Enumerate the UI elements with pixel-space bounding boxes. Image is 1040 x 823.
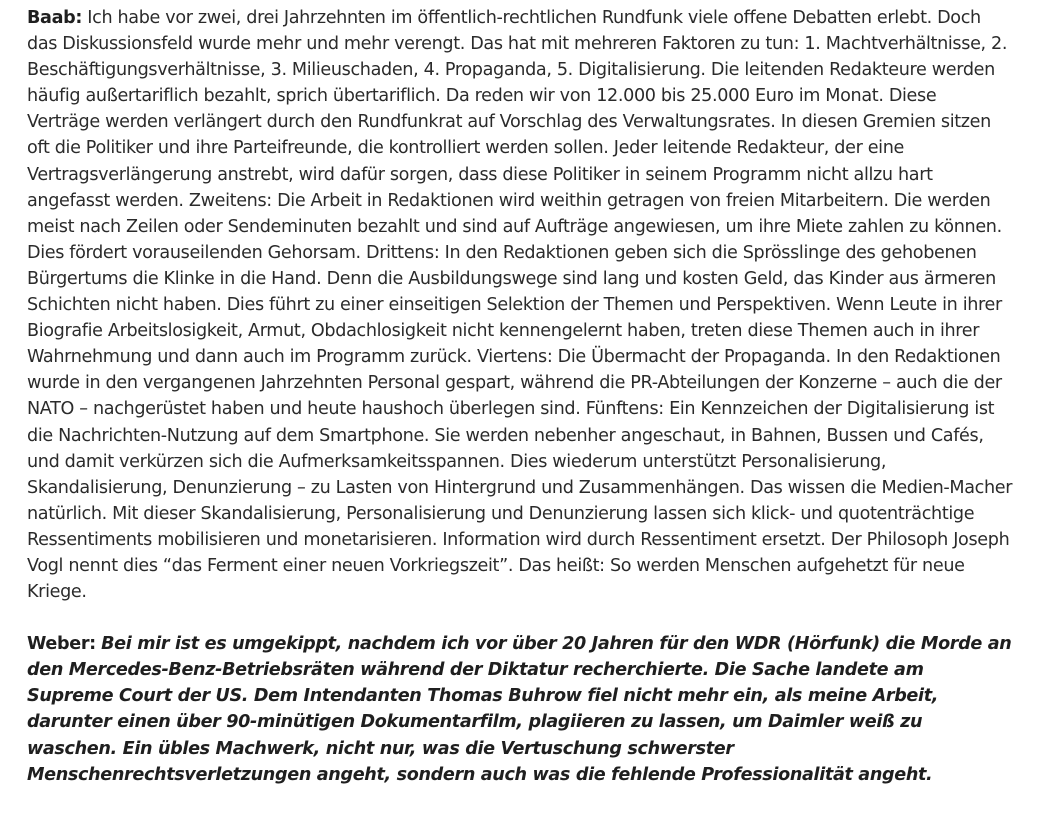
speaker-label: Weber: bbox=[27, 634, 96, 655]
paragraph-text: Bei mir ist es umgekippt, nachdem ich vor über 20 Jahren für den WDR (Hörfunk) die Morde an den Mercedes-Benz-Betriebsräten während der Diktatur recherchierte. Die Sache landete am Supreme Court der US. Dem Intendanten Thomas Buhrow fiel nicht mehr ein, als meine Arbeit, darunter einen über 90-minütigen Dokumentarfilm, plagiieren zu lassen, um Daimler weiß zu waschen. Ein übles Machwerk, nicht nur, was die Vertuschung schwerster Menschenrechtsverletzungen angeht, sondern auch was die fehlende Professionalität angeht. bbox=[27, 634, 1012, 785]
article-body bbox=[27, 5, 1014, 788]
paragraph-text: Ich habe vor zwei, drei Jahrzehnten im öffentlich-rechtlichen Rundfunk viele offene Debatten erlebt. Doch das Diskussionsfeld wurde mehr und mehr verengt. Das hat mit mehreren Faktoren zu tun: 1. Machtverhältnisse, 2. Beschäftigungsverhältnisse, 3. Milieuschaden, 4. Propaganda, 5. Digitalisierung. Die leitenden Redakteure werden häufig außertariflich bezahlt, sprich übertariflich. Da reden wir von 12.000 bis 25.000 Euro im Monat. Diese Verträge werden verlängert durch den Rundfunkrat auf Vorschlag des Verwaltungsrates. In diesen Gremien sitzen oft die Politiker und ihre Parteifreunde, die kontrolliert werden sollen. Jeder leitende Redakteur, der eine Vertragsverlängerung anstrebt, wird dafür sorgen, dass diese Politiker in seinem Programm nicht allzu hart angefasst werden. Zweitens: Die Arbeit in Redaktionen wird weithin getragen von freien Mitarbeitern. Die werden meist nach Zeilen oder Sendeminuten bezahlt und sind auf Aufträge angewiesen, um ihre Miete zahlen zu können. Dies fördert vorauseilenden Gehorsam. Drittens: In den Redaktionen geben sich die Sprösslinge des gehobenen Bürgertums die Klinke in die Hand. Denn die Ausbildungswege sind lang und kosten Geld, das Kinder aus ärmeren Schichten nicht haben. Dies führt zu einer einseitigen Selektion der Themen und Perspektiven. Wenn Leute in ihrer Biografie Arbeitslosigkeit, Armut, Obdachlosigkeit nicht kennengelernt haben, treten diese Themen auch in ihrer Wahrnehmung und dann auch im Programm zurück. Viertens: Die Übermacht der Propaganda. In den Redaktionen wurde in den vergangenen Jahrzehnten Personal gespart, während die PR-Abteilungen der Konzerne – auch die der NATO – nachgerüstet haben und heute haushoch überlegen sind. Fünftens: Ein Kennzeichen der Digitalisierung ist die Nachrichten-Nutzung auf dem Smartphone. Sie werden nebenher angeschaut, in Bahnen, Bussen und Cafés, und damit verkürzen sich die Aufmerksamkeitsspannen. Dies wiederum unterstützt Personalisierung, Skandalisierung, Denunzierung – zu Lasten von Hintergrund und Zusammenhängen. Das wissen die Medien-Macher natürlich. Mit dieser Skandalisierung, Personalisierung und Denunzierung lassen sich klick- und quotenträchtige Ressentiments mobilisieren und monetarisieren. Information wird durch Ressentiment ersetzt. Der Philosoph Joseph Vogl nennt dies “das Ferment einer neuen Vorkriegszeit”. Das heißt: So werden Menschen aufgehetzt für neue Kriege. bbox=[27, 8, 1013, 603]
paragraph-baab bbox=[27, 5, 1014, 605]
speaker-label: Baab: bbox=[27, 8, 83, 28]
paragraph-weber bbox=[27, 631, 1014, 788]
